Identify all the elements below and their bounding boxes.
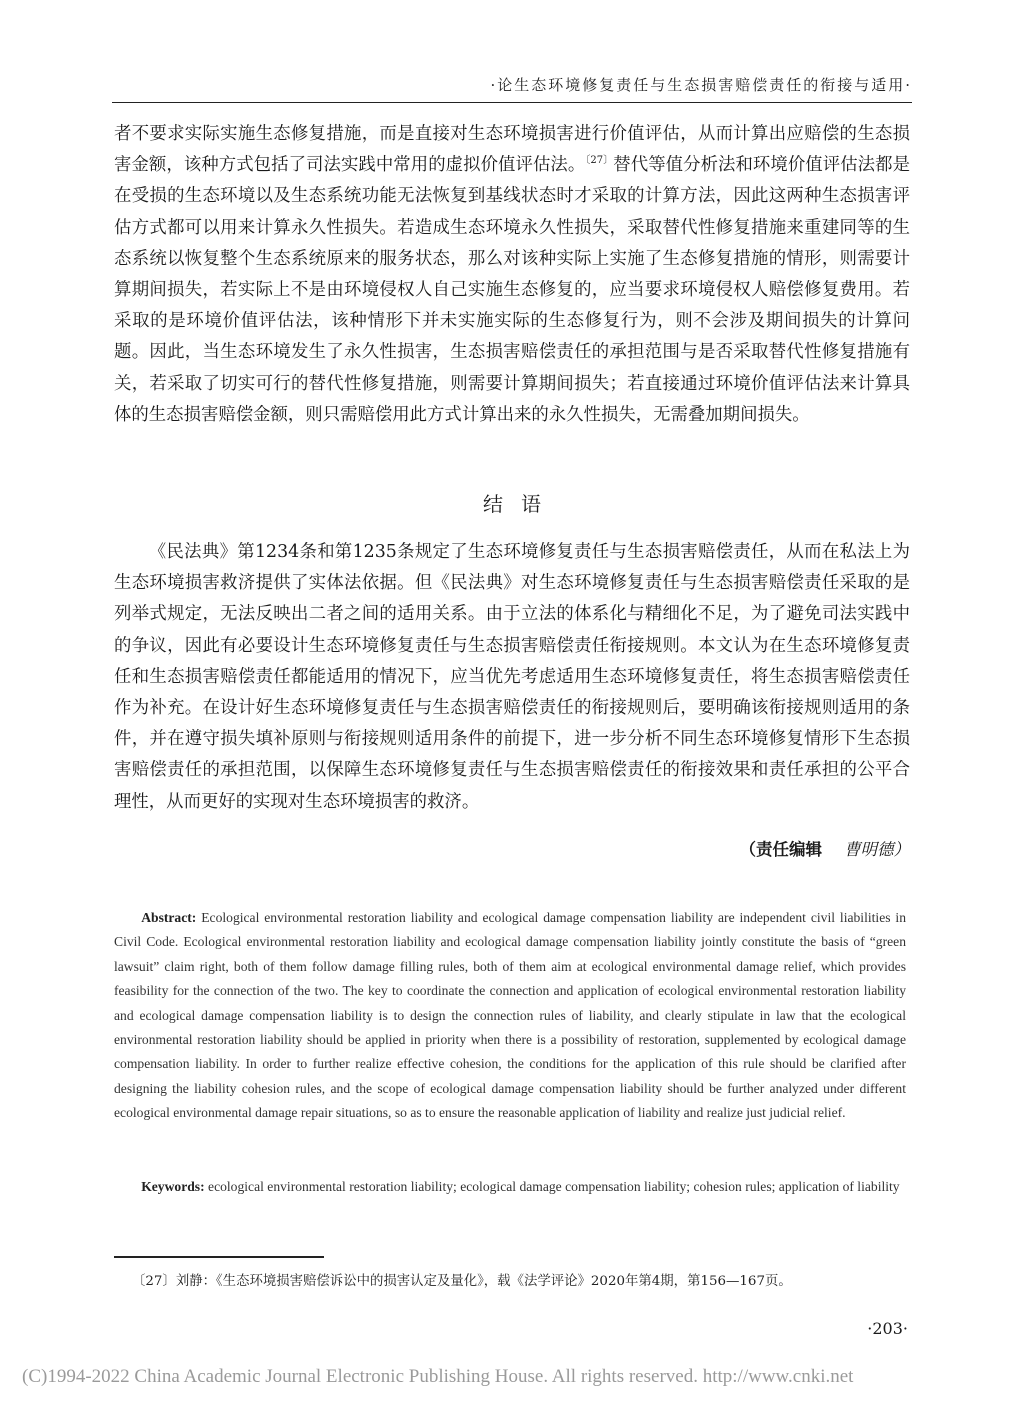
keywords-text: ecological environmental restoration liability; ecological damage compensation liability; cohesion rules; application of liability: [208, 1179, 900, 1194]
editor-name: 曹明德）: [844, 840, 910, 859]
paragraph-1-part-b: 替代等值分析法和环境价值评估法都是在受损的生态环境以及生态系统功能无法恢复到基线状态时才采取的计算方法，因此这两种生态损害评估方式都可以用来计算永久性损失。若造成生态环境永久性损失，采取替代性修复措施来重建同等的生态系统以恢复整个生态系统原来的服务状态，那么对该种实际上实施了生态修复措施的情形，则需要计算期间损失，若实际上不是由环境侵权人自己实施生态修复的，应当要求环境侵权人赔偿修复费用。若采取的是环境价值评估法，该种情形下并未实施实际的生态修复行为，则不会涉及期间损失的计算问题。因此，当生态环境发生了永久性损害，生态损害赔偿责任的承担范围与是否采取替代性修复措施有关，若采取了切实可行的替代性修复措施，则需要计算期间损失；若直接通过环境价值评估法来计算具体的生态损害赔偿金额，则只需赔偿用此方式计算出来的永久性损失，无需叠加期间损失。: [114, 155, 910, 425]
abstract-text: Ecological environmental restoration liability and ecological damage compensation liability are independent civil liabilities in Civil Code. Ecological environmental restoration liability and ecological damage compensation liability jointly constitute the basis of “green lawsuit” claim right, both of them follow damage filling rules, both of them aim at ecological environmental damage relief, which provides feasibility for the connection of the two. The key to coordinate the connection and application of ecological environmental restoration liability and ecological damage compensation liability is to design the connection rules of liability, and clearly stipulate in law that the ecological environmental restoration liability should be applied in priority when there is a possibility of restoration, supplemented by ecological damage compensation liability. In order to further realize effective cohesion, the conditions for the application of this rule should be clarified after designing the liability cohesion rules, and the scope of ecological damage compensation liability should be further analyzed under different ecological environmental damage repair situations, so as to ensure the reasonable application of liability and realize just judicial relief.: [114, 910, 907, 1121]
header-rule: [112, 102, 912, 103]
editor-credit: [112, 836, 910, 860]
footnote-reference[interactable]: 〔27〕: [585, 155, 614, 167]
page-number: ·203·: [867, 1319, 908, 1338]
editor-label: （责任编辑: [739, 840, 822, 859]
keywords-label: Keywords:: [141, 1179, 205, 1194]
abstract: [114, 906, 906, 1126]
copyright-watermark: (C)1994-2022 China Academic Journal Electronic Publishing House. All rights reserved. http://www.cnki.net: [22, 1366, 854, 1387]
abstract-label: Abstract:: [141, 910, 197, 925]
section-heading-conclusion: 结语: [483, 492, 559, 516]
keywords: [114, 1175, 906, 1199]
body-paragraph-1: [114, 119, 910, 431]
paragraph-1-part-a: 者不要求实际实施生态修复措施，而是直接对生态环境损害进行价值评估，从而计算出应赔偿的生态损害金额，该种方式包括了司法实践中常用的虚拟价值评估法。: [114, 124, 910, 176]
running-header: ·论生态环境修复责任与生态损害赔偿责任的衔接与适用·: [490, 76, 912, 94]
body-paragraph-2: 《民法典》第1234条和第1235条规定了生态环境修复责任与生态损害赔偿责任，从而在私法上为生态环境损害救济提供了实体法依据。但《民法典》对生态环境修复责任与生态损害赔偿责任采取的是列举式规定，无法反映出二者之间的适用关系。由于立法的体系化与精细化不足，为了避免司法实践中的争议，因此有必要设计生态环境修复责任与生态损害赔偿责任衔接规则。本文认为在生态环境修复责任和生态损害赔偿责任都能适用的情况下，应当优先考虑适用生态环境修复责任，将生态损害赔偿责任作为补充。在设计好生态环境修复责任与生态损害赔偿责任的衔接规则后，要明确该衔接规则适用的条件，并在遵守损失填补原则与衔接规则适用条件的前提下，进一步分析不同生态环境修复情形下生态损害赔偿责任的承担范围，以保障生态环境修复责任与生态损害赔偿责任的衔接效果和责任承担的公平合理性，从而更好的实现对生态环境损害的救济。: [114, 542, 910, 812]
footnote-rule: [114, 1256, 324, 1258]
footnote-27: 〔27〕刘静：《生态环境损害赔偿诉讼中的损害认定及量化》，载《法学评论》2020年第4期，第156—167页。: [132, 1274, 792, 1289]
